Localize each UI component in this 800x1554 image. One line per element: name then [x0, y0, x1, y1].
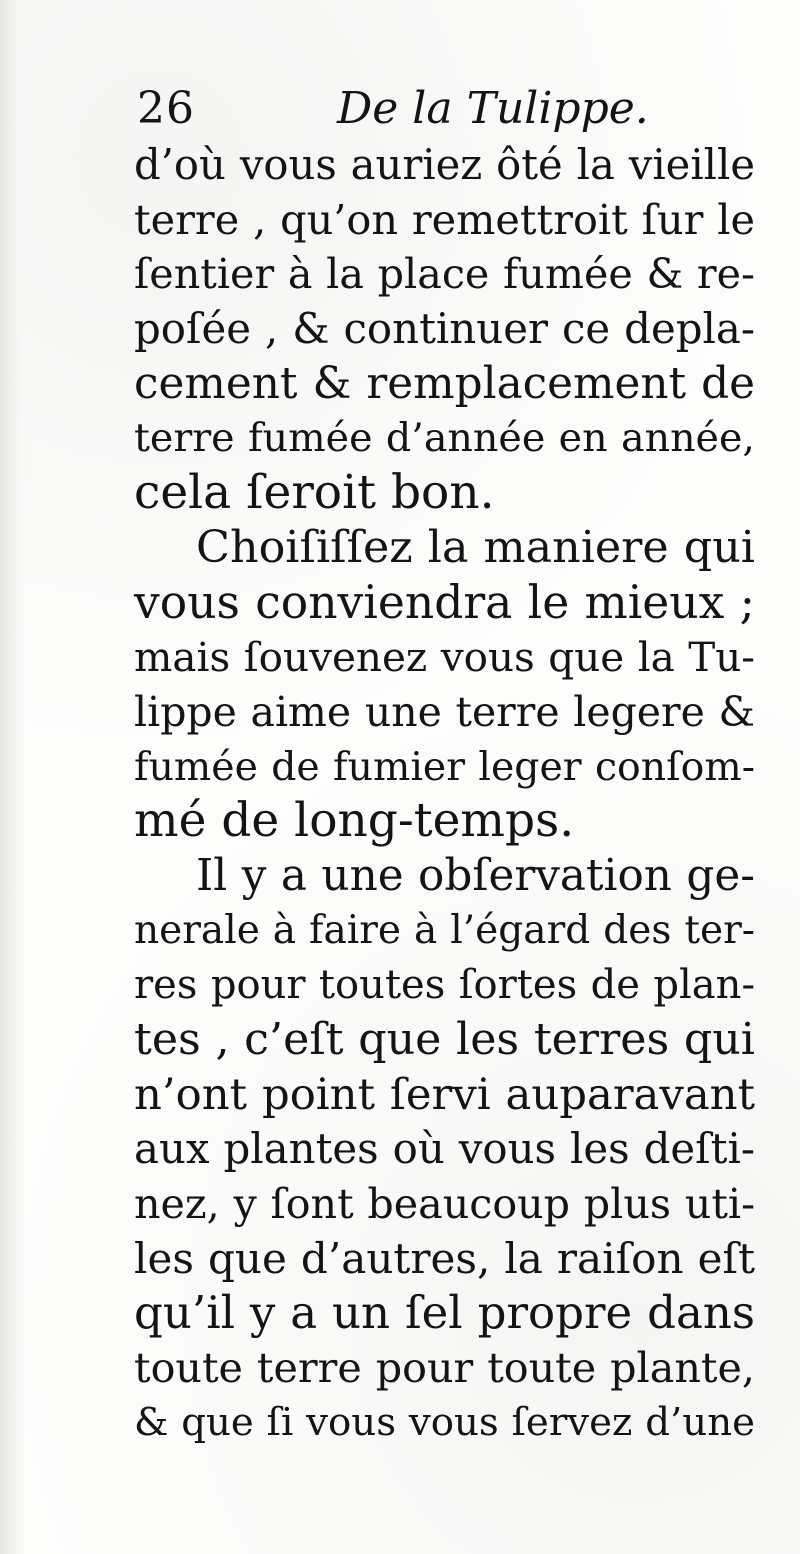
- text-line: tes , c’eſt que les terres qui: [134, 1014, 755, 1065]
- page-gutter-shadow: [0, 0, 26, 1554]
- text-line: poſée , & continuer ce depla-: [134, 304, 755, 354]
- text-line: & que ſi vous vous ſervez d’une: [134, 1399, 755, 1445]
- text-line: lippe aime une terre legere &: [134, 687, 755, 736]
- text-line: res pour toutes ſortes de plan-: [134, 962, 755, 1009]
- text-line: d’où vous auriez ôté la vieille: [134, 140, 755, 189]
- text-line: Choiſiſſez la maniere qui: [196, 521, 755, 573]
- text-line: nez, y ſont beaucoup plus uti-: [134, 1180, 755, 1229]
- page-number: 26: [137, 83, 195, 134]
- text-line: cela ſeroit bon.: [134, 465, 495, 521]
- page-header: [137, 78, 757, 140]
- text-line: toute terre pour toute plante,: [134, 1344, 755, 1393]
- text-line: ſentier à la place fumée & re-: [134, 250, 755, 299]
- text-line: mé de long-temps.: [134, 793, 575, 849]
- text-line: fumée de fumier leger conſom-: [134, 743, 755, 790]
- text-line: qu’il y a un ſel propre dans: [134, 1286, 755, 1340]
- text-line: terre fumée d’année en année,: [134, 415, 755, 462]
- body-text: [134, 138, 755, 1451]
- text-line: terre , qu’on remettroit ſur le: [134, 195, 755, 244]
- running-head: De la Tulippe.: [337, 83, 649, 134]
- text-line: vous conviendra le mieux ;: [134, 575, 755, 629]
- text-line: nerale à faire à l’égard des ter-: [134, 907, 755, 953]
- text-line: Il y a une obſervation ge-: [196, 849, 755, 901]
- text-line: n’ont point ſervi auparavant: [134, 1069, 755, 1120]
- text-line: les que d’autres, la raiſon eſt: [134, 1233, 755, 1283]
- text-line: cement & remplacement de: [134, 357, 755, 409]
- text-line: aux plantes où vous les deſti-: [134, 1124, 755, 1174]
- text-line: mais ſouvenez vous que la Tu-: [134, 633, 755, 682]
